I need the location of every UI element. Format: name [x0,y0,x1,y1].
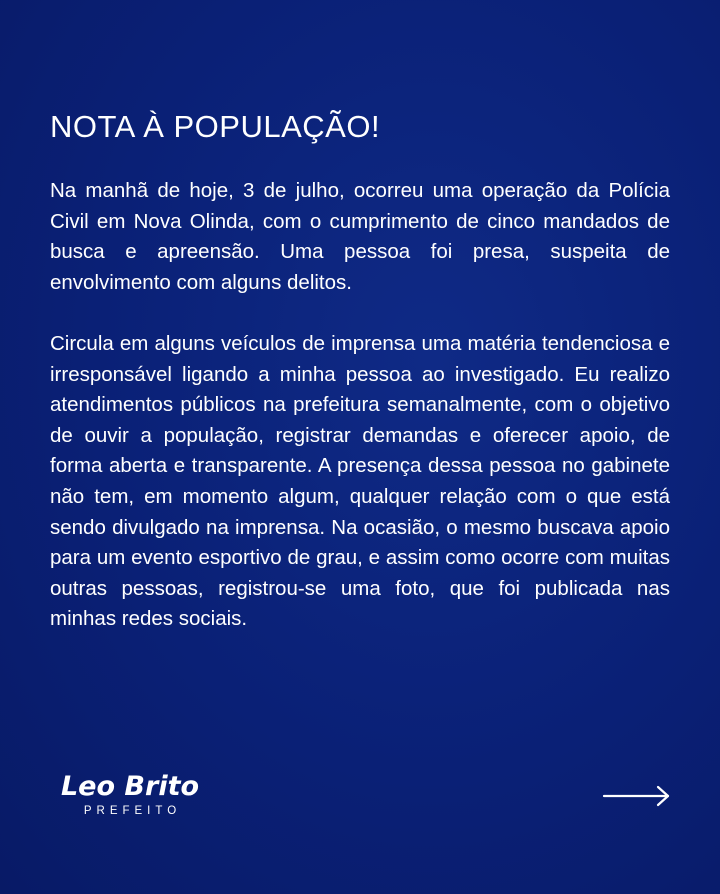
paragraph-2: Circula em alguns veículos de imprensa uma matéria tendenciosa e irresponsável ligando a minha pessoa ao investigado. Eu realizo atendimentos públicos na prefeitura semanalmente, com o objetivo de ouvir a população, registrar demandas e oferecer apoio, de forma aberta e transparente. A presença dessa pessoa no gabinete não tem, em momento algum, qualquer relação com o que está sendo divulgado na imprensa. Na ocasião, o mesmo buscava apoio para um evento esportivo de grau, e assim como ocorre com muitas outras pessoas, registrou-se uma foto, que foi publicada nas minhas redes sociais. [50,331,670,631]
signature-name: Leo Brito [60,771,200,802]
arrow-right-icon[interactable] [602,782,672,810]
paragraph-1: Na manhã de hoje, 3 de julho, ocorreu uma operação da Polícia Civil em Nova Olinda, com o cumprimento de cinco mandados de busca e apreensão. Uma pessoa foi presa, suspeita de envolvimento com alguns delitos. [50,179,670,294]
page-title: NOTA À POPULAÇÃO! [50,108,381,144]
signature-logo [50,770,210,818]
statement-body [50,176,670,635]
signature-role: PREFEITO [83,805,182,817]
